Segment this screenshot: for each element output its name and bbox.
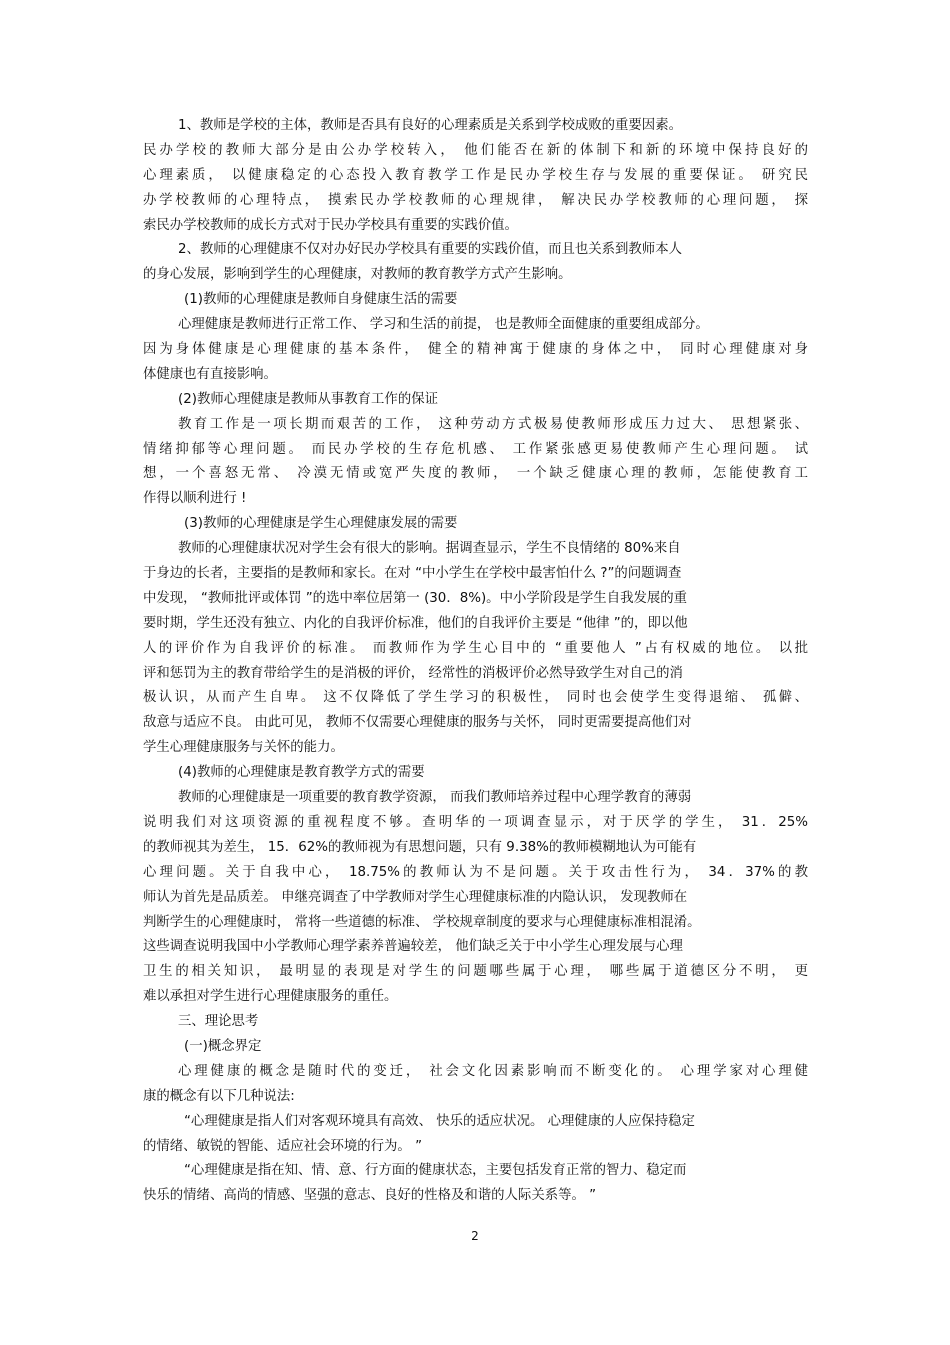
paragraph-line: 心理健康的概念是随时代的变迁， 社会文化因素影响而不断变化的。 心理学家对心理健 [178, 1063, 808, 1079]
paragraph-line: 于身边的长者，主要指的是教师和家长。在对 “中小学生在学校中最害怕什么 ?”的问题调查 [143, 566, 682, 582]
paragraph-line: 极认识，从而产生自卑。 这不仅降低了学生学习的积极性， 同时也会使学生变得退缩、 孤僻、 [143, 690, 808, 706]
paragraph-line: 体健康也有直接影响。 [143, 366, 277, 382]
paragraph-line: 1、教师是学校的主体，教师是否具有良好的心理素质是关系到学校成败的重要因素。 [178, 118, 682, 133]
paragraph-line: 情绪抑郁等心理问题。 而民办学校的生存危机感、 工作紧张感更易使教师产生心理问题。 试 [143, 441, 808, 457]
paragraph-line: 卫生的相关知识， 最明显的表现是对学生的问题哪些属于心理， 哪些属于道德区分不明， 更 [143, 964, 808, 980]
paragraph-line: 人的评价作为自我评价的标准。 而教师作为学生心目中的 “重要他人 ”占有权威的地位。 以批 [143, 640, 808, 656]
paragraph-line: “心理健康是指在知、情、意、行方面的健康状态，主要包括发育正常的智力、稳定而 [184, 1163, 687, 1179]
paragraph-line: 中发现， “教师批评或体罚 ”的选中率位居第一 (30．8%)。中小学阶段是学生自我发展的重 [143, 590, 688, 606]
paragraph-line: 评和惩罚为主的教育带给学生的是消极的评价， 经常性的消极评价必然导致学生对自己的消 [143, 665, 683, 681]
paragraph-line: 作得以顺利进行 ! [143, 491, 247, 507]
section-heading: (2)教师心理健康是教师从事教育工作的保证 [178, 391, 438, 407]
paragraph-line: 2、教师的心理健康不仅对办好民办学校具有重要的实践价值，而且也关系到教师本人 [178, 242, 682, 258]
document-body [143, 114, 808, 1209]
paragraph-line: 判断学生的心理健康时， 常将一些道德的标准、 学校规章制度的要求与心理健康标准相混淆。 [143, 914, 701, 930]
section-heading: (3)教师的心理健康是学生心理健康发展的需要 [184, 516, 458, 532]
paragraph-line: 心理素质， 以健康稳定的心态投入教育教学工作是民办学校生存与发展的重要保证。 研究民 [143, 167, 808, 183]
paragraph-line: 教师的心理健康状况对学生会有很大的影响。据调查显示，学生不良情绪的 80%来自 [178, 541, 681, 557]
paragraph-line: 想，一个喜怒无常、 冷漠无情或宽严失度的教师， 一个缺乏健康心理的教师，怎能使教育工 [143, 466, 808, 482]
paragraph-line: 师认为首先是品质差。 申继亮调查了中学教师对学生心理健康标准的内隐认识， 发现教师在 [143, 889, 688, 905]
section-heading: 三、理论思考 [178, 1014, 259, 1030]
paragraph-line: 教师的心理健康是一项重要的教育教学资源， 而我们教师培养过程中心理学教育的薄弱 [178, 790, 692, 806]
paragraph-line: 的教师视其为差生， 15．62%的教师视为有思想问题，只有 9.38%的教师模糊地认为可能有 [143, 839, 697, 855]
paragraph-line: 办学校教师的心理特点， 摸索民办学校教师的心理规律， 解决民办学校教师的心理问题， 探 [143, 192, 808, 208]
paragraph-line: 民办学校的教师大部分是由公办学校转入， 他们能否在新的体制下和新的环境中保持良好的 [143, 142, 808, 158]
paragraph-line: 说明我们对这项资源的重视程度不够。查明华的一项调查显示，对于厌学的学生， 31．25% [143, 814, 808, 830]
paragraph-line: 的情绪、敏锐的智能、适应社会环境的行为。 ” [143, 1138, 423, 1154]
paragraph-line: 的身心发展，影响到学生的心理健康，对教师的教育教学方式产生影响。 [143, 267, 572, 283]
paragraph-line: 快乐的情绪、高尚的情感、坚强的意志、良好的性格及和谐的人际关系等。 ” [143, 1188, 597, 1204]
paragraph-line: 心理问题。关于自我中心， 18.75%的教师认为不是问题。关于攻击性行为， 34．37%的教 [143, 864, 808, 880]
paragraph-line: 这些调查说明我国中小学教师心理学素养普遍较差， 他们缺乏关于中小学生心理发展与心理 [143, 939, 683, 955]
paragraph-line: 索民办学校教师的成长方式对于民办学校具有重要的实践价值。 [143, 217, 518, 233]
section-heading: (1)教师的心理健康是教师自身健康生活的需要 [184, 292, 458, 308]
paragraph-line: 因为身体健康是心理健康的基本条件， 健全的精神寓于健康的身体之中， 同时心理健康对身 [143, 342, 808, 358]
paragraph-line: 要时期，学生还没有独立、内化的自我评价标准，他们的自我评价主要是 “他律 ”的，即以他 [143, 615, 688, 631]
page-number: 2 [471, 1229, 479, 1243]
paragraph-line: 敌意与适应不良。 由此可见， 教师不仅需要心理健康的服务与关怀， 同时更需要提高他们对 [143, 715, 692, 731]
paragraph-line: 难以承担对学生进行心理健康服务的重任。 [143, 989, 398, 1005]
paragraph-line: 教育工作是一项长期而艰苦的工作， 这种劳动方式极易使教师形成压力过大、 思想紧张、 [178, 416, 808, 432]
paragraph-line: 学生心理健康服务与关怀的能力。 [143, 740, 344, 756]
section-heading: (4)教师的心理健康是教育教学方式的需要 [178, 765, 425, 781]
section-heading: (一)概念界定 [184, 1038, 262, 1054]
paragraph-line: 心理健康是教师进行正常工作、 学习和生活的前提， 也是教师全面健康的重要组成部分。 [178, 317, 709, 333]
paragraph-line: “心理健康是指人们对客观环境具有高效、 快乐的适应状况。 心理健康的人应保持稳定 [184, 1113, 695, 1129]
paragraph-line: 康的概念有以下几种说法: [143, 1088, 295, 1104]
